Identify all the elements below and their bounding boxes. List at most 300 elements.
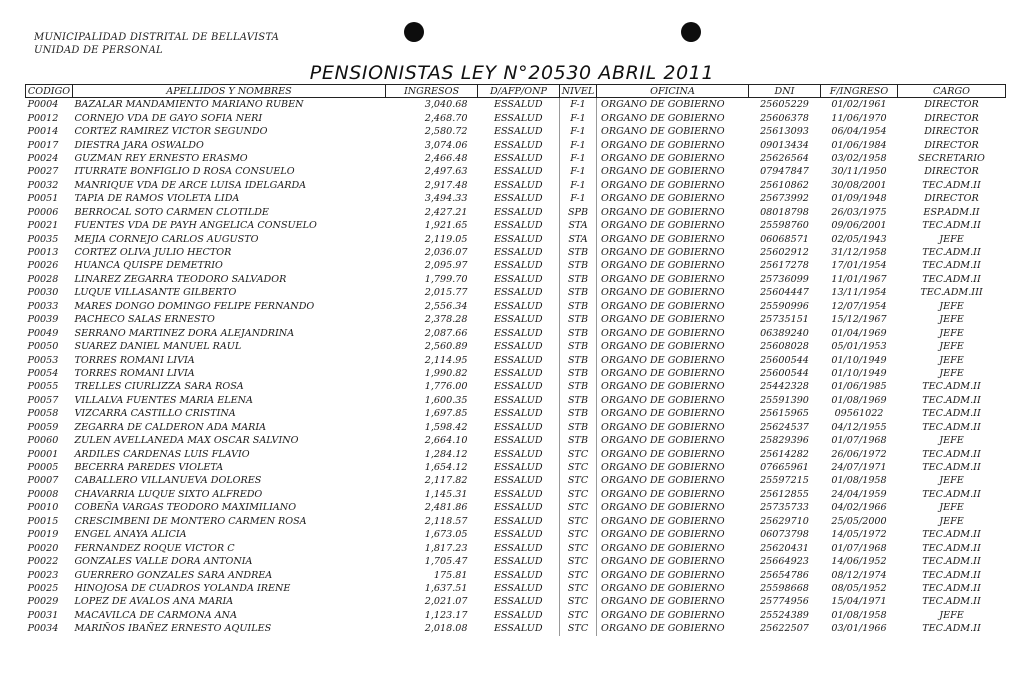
cell-oficina: ORGANO DE GOBIERNO bbox=[601, 99, 725, 111]
column-header-dni: DNI bbox=[749, 85, 821, 98]
cell-ingresos: 1,123.17 bbox=[424, 609, 468, 621]
cell-ingresos: 2,118.57 bbox=[424, 515, 468, 527]
cell-nombre: MARIÑOS IBAÑEZ ERNESTO AQUILES bbox=[74, 623, 272, 635]
cell-fecha-ingreso: 15/12/1967 bbox=[831, 314, 887, 326]
cell-codigo: P0049 bbox=[27, 327, 59, 339]
cell-nivel: STB bbox=[560, 326, 597, 339]
cell-dni: 25591390 bbox=[760, 394, 809, 406]
cell-nombre: GONZALES VALLE DORA ANTONIA bbox=[74, 556, 253, 568]
cell-cargo: TEC.ADM.II bbox=[922, 569, 981, 581]
cell-oficina: ORGANO DE GOBIERNO bbox=[601, 247, 725, 259]
cell-cargo: ESP.ADM.II bbox=[923, 206, 980, 218]
cell-cargo: DIRECTOR bbox=[924, 126, 979, 138]
cell-nivel: STC bbox=[560, 555, 597, 568]
cell-dni: 25622507 bbox=[760, 623, 809, 635]
cell-fecha-ingreso: 11/01/1967 bbox=[831, 273, 887, 285]
table-row bbox=[26, 138, 1006, 151]
cell-fecha-ingreso: 26/06/1972 bbox=[831, 448, 887, 460]
cell-ingresos: 2,117.82 bbox=[424, 475, 468, 487]
cell-oficina: ORGANO DE GOBIERNO bbox=[601, 448, 725, 460]
cell-fecha-ingreso: 08/12/1974 bbox=[831, 569, 887, 581]
cell-codigo: P0050 bbox=[27, 341, 59, 353]
cell-oficina: ORGANO DE GOBIERNO bbox=[601, 556, 725, 568]
cell-afp: ESSALUD bbox=[493, 220, 543, 232]
cell-codigo: P0032 bbox=[27, 179, 59, 191]
cell-oficina: ORGANO DE GOBIERNO bbox=[601, 582, 725, 594]
cell-dni: 25624537 bbox=[760, 421, 809, 433]
cell-dni: 25613093 bbox=[760, 126, 809, 138]
cell-dni: 25612855 bbox=[760, 488, 809, 500]
cell-afp: ESSALUD bbox=[493, 542, 543, 554]
table-row bbox=[26, 152, 1006, 165]
cell-cargo: JEFE bbox=[939, 314, 964, 326]
table-body bbox=[26, 98, 1006, 636]
table-row bbox=[26, 313, 1006, 326]
cell-cargo: TEC.ADM.II bbox=[922, 448, 981, 460]
cell-oficina: ORGANO DE GOBIERNO bbox=[601, 273, 725, 285]
cell-oficina: ORGANO DE GOBIERNO bbox=[601, 220, 725, 232]
cell-oficina: ORGANO DE GOBIERNO bbox=[601, 152, 725, 164]
cell-dni: 06389240 bbox=[760, 327, 809, 339]
cell-nombre: ARDILES CARDENAS LUIS FLAVIO bbox=[74, 448, 250, 460]
cell-nombre: GUERRERO GONZALES SARA ANDREA bbox=[74, 569, 273, 581]
cell-nivel: STB bbox=[560, 434, 597, 447]
table-row bbox=[26, 219, 1006, 232]
cell-ingresos: 1,673.05 bbox=[424, 529, 468, 541]
cell-nombre: CORTEZ OLIVA JULIO HECTOR bbox=[74, 247, 232, 259]
cell-fecha-ingreso: 11/06/1970 bbox=[831, 112, 887, 124]
cell-afp: ESSALUD bbox=[493, 408, 543, 420]
cell-ingresos: 1,799.70 bbox=[424, 273, 468, 285]
cell-nivel: STC bbox=[560, 501, 597, 514]
cell-dni: 25673992 bbox=[760, 193, 809, 205]
cell-nombre: ITURRATE BONFIGLIO D ROSA CONSUELO bbox=[74, 166, 295, 178]
cell-codigo: P0024 bbox=[27, 152, 59, 164]
cell-afp: ESSALUD bbox=[493, 381, 543, 393]
cell-cargo: JEFE bbox=[939, 435, 964, 447]
cell-dni: 25610862 bbox=[760, 179, 809, 191]
cell-fecha-ingreso: 12/07/1954 bbox=[831, 300, 887, 312]
cell-oficina: ORGANO DE GOBIERNO bbox=[601, 341, 725, 353]
cell-dni: 25598668 bbox=[760, 582, 809, 594]
cell-codigo: P0029 bbox=[27, 596, 59, 608]
table-row bbox=[26, 447, 1006, 460]
cell-oficina: ORGANO DE GOBIERNO bbox=[601, 193, 725, 205]
cell-afp: ESSALUD bbox=[493, 515, 543, 527]
cell-ingresos: 1,921.65 bbox=[424, 220, 468, 232]
cell-fecha-ingreso: 01/07/1968 bbox=[831, 435, 887, 447]
cell-nombre: MACAVILCA DE CARMONA ANA bbox=[74, 609, 237, 621]
cell-ingresos: 2,556.34 bbox=[424, 300, 468, 312]
cell-afp: ESSALUD bbox=[493, 623, 543, 635]
cell-nombre: LINAREZ ZEGARRA TEODORO SALVADOR bbox=[74, 273, 287, 285]
table-row bbox=[26, 555, 1006, 568]
cell-codigo: P0034 bbox=[27, 623, 59, 635]
table-row bbox=[26, 179, 1006, 192]
cell-afp: ESSALUD bbox=[493, 354, 543, 366]
cell-codigo: P0026 bbox=[27, 260, 59, 272]
cell-dni: 25604447 bbox=[760, 287, 809, 299]
cell-dni: 08018798 bbox=[760, 206, 809, 218]
organization-name: MUNICIPALIDAD DISTRITAL DE BELLAVISTA bbox=[34, 32, 280, 43]
cell-afp: ESSALUD bbox=[493, 126, 543, 138]
cell-codigo: P0001 bbox=[27, 448, 59, 460]
cell-cargo: JEFE bbox=[939, 475, 964, 487]
cell-dni: 25654786 bbox=[760, 569, 809, 581]
cell-afp: ESSALUD bbox=[493, 112, 543, 124]
cell-dni: 07947847 bbox=[760, 166, 809, 178]
cell-fecha-ingreso: 13/11/1954 bbox=[831, 287, 887, 299]
cell-oficina: ORGANO DE GOBIERNO bbox=[601, 381, 725, 393]
table-row bbox=[26, 394, 1006, 407]
cell-ingresos: 2,466.48 bbox=[424, 152, 468, 164]
table-row bbox=[26, 165, 1006, 178]
column-header-apellidos-nombres: APELLIDOS Y NOMBRES bbox=[73, 85, 386, 98]
cell-cargo: JEFE bbox=[939, 327, 964, 339]
cell-fecha-ingreso: 08/05/1952 bbox=[831, 582, 887, 594]
cell-codigo: P0054 bbox=[27, 367, 59, 379]
cell-nivel: F-1 bbox=[560, 138, 597, 151]
cell-dni: 25602912 bbox=[760, 247, 809, 259]
cell-ingresos: 2,497.63 bbox=[424, 166, 468, 178]
document-title: PENSIONISTAS LEY N°20530 ABRIL 2011 bbox=[309, 62, 715, 84]
cell-afp: ESSALUD bbox=[493, 139, 543, 151]
cell-cargo: TEC.ADM.II bbox=[922, 623, 981, 635]
cell-ingresos: 2,087.66 bbox=[424, 327, 468, 339]
cell-oficina: ORGANO DE GOBIERNO bbox=[601, 475, 725, 487]
cell-cargo: TEC.ADM.II bbox=[922, 582, 981, 594]
cell-dni: 25600544 bbox=[760, 354, 809, 366]
cell-oficina: ORGANO DE GOBIERNO bbox=[601, 462, 725, 474]
cell-nombre: FERNANDEZ ROQUE VICTOR C bbox=[74, 542, 235, 554]
cell-codigo: P0006 bbox=[27, 206, 59, 218]
cell-oficina: ORGANO DE GOBIERNO bbox=[601, 488, 725, 500]
cell-nivel: STC bbox=[560, 447, 597, 460]
cell-cargo: SECRETARIO bbox=[918, 152, 985, 164]
cell-ingresos: 1,990.82 bbox=[424, 367, 468, 379]
cell-afp: ESSALUD bbox=[493, 502, 543, 514]
cell-cargo: JEFE bbox=[939, 502, 964, 514]
cell-nivel: STA bbox=[560, 219, 597, 232]
cell-codigo: P0007 bbox=[27, 475, 59, 487]
cell-cargo: JEFE bbox=[939, 341, 964, 353]
cell-oficina: ORGANO DE GOBIERNO bbox=[601, 112, 725, 124]
cell-afp: ESSALUD bbox=[493, 582, 543, 594]
cell-nombre: TORRES ROMANI LIVIA bbox=[74, 354, 195, 366]
cell-oficina: ORGANO DE GOBIERNO bbox=[601, 529, 725, 541]
cell-oficina: ORGANO DE GOBIERNO bbox=[601, 596, 725, 608]
cell-cargo: JEFE bbox=[939, 515, 964, 527]
cell-nivel: STB bbox=[560, 380, 597, 393]
table-row bbox=[26, 582, 1006, 595]
cell-cargo: JEFE bbox=[939, 233, 964, 245]
cell-fecha-ingreso: 01/09/1948 bbox=[831, 193, 887, 205]
cell-ingresos: 2,036.07 bbox=[424, 247, 468, 259]
cell-nombre: VILLALVA FUENTES MARIA ELENA bbox=[74, 394, 253, 406]
cell-oficina: ORGANO DE GOBIERNO bbox=[601, 421, 725, 433]
cell-ingresos: 2,021.07 bbox=[424, 596, 468, 608]
cell-afp: ESSALUD bbox=[493, 488, 543, 500]
cell-dni: 25629710 bbox=[760, 515, 809, 527]
cell-ingresos: 2,481.86 bbox=[424, 502, 468, 514]
cell-oficina: ORGANO DE GOBIERNO bbox=[601, 139, 725, 151]
cell-codigo: P0053 bbox=[27, 354, 59, 366]
cell-afp: ESSALUD bbox=[493, 193, 543, 205]
cell-fecha-ingreso: 01/10/1949 bbox=[831, 367, 887, 379]
cell-oficina: ORGANO DE GOBIERNO bbox=[601, 623, 725, 635]
cell-ingresos: 2,015.77 bbox=[424, 287, 468, 299]
cell-afp: ESSALUD bbox=[493, 609, 543, 621]
cell-cargo: TEC.ADM.II bbox=[922, 596, 981, 608]
cell-ingresos: 1,654.12 bbox=[424, 462, 468, 474]
cell-oficina: ORGANO DE GOBIERNO bbox=[601, 609, 725, 621]
cell-nombre: LUQUE VILLASANTE GILBERTO bbox=[74, 287, 237, 299]
cell-nivel: STC bbox=[560, 488, 597, 501]
cell-oficina: ORGANO DE GOBIERNO bbox=[601, 314, 725, 326]
table-row bbox=[26, 609, 1006, 622]
cell-oficina: ORGANO DE GOBIERNO bbox=[601, 569, 725, 581]
cell-cargo: TEC.ADM.II bbox=[922, 529, 981, 541]
cell-codigo: P0035 bbox=[27, 233, 59, 245]
cell-fecha-ingreso: 01/02/1961 bbox=[831, 99, 887, 111]
cell-cargo: TEC.ADM.II bbox=[922, 260, 981, 272]
cell-afp: ESSALUD bbox=[493, 260, 543, 272]
cell-nivel: STB bbox=[560, 273, 597, 286]
cell-fecha-ingreso: 02/05/1943 bbox=[831, 233, 887, 245]
cell-oficina: ORGANO DE GOBIERNO bbox=[601, 300, 725, 312]
column-header-nivel: NIVEL bbox=[560, 85, 597, 98]
table-row bbox=[26, 206, 1006, 219]
cell-nivel: STC bbox=[560, 622, 597, 635]
cell-oficina: ORGANO DE GOBIERNO bbox=[601, 394, 725, 406]
cell-nivel: STB bbox=[560, 286, 597, 299]
cell-codigo: P0025 bbox=[27, 582, 59, 594]
cell-nombre: DIESTRA JARA OSWALDO bbox=[74, 139, 204, 151]
cell-afp: ESSALUD bbox=[493, 556, 543, 568]
cell-cargo: DIRECTOR bbox=[924, 139, 979, 151]
table-row bbox=[26, 300, 1006, 313]
cell-afp: ESSALUD bbox=[493, 179, 543, 191]
cell-fecha-ingreso: 04/12/1955 bbox=[831, 421, 887, 433]
punch-hole-right bbox=[681, 22, 701, 42]
cell-afp: ESSALUD bbox=[493, 314, 543, 326]
cell-nombre: BAZALAR MANDAMIENTO MARIANO RUBEN bbox=[74, 99, 304, 111]
cell-cargo: TEC.ADM.II bbox=[922, 542, 981, 554]
cell-cargo: TEC.ADM.II bbox=[922, 394, 981, 406]
cell-codigo: P0028 bbox=[27, 273, 59, 285]
table-row bbox=[26, 474, 1006, 487]
cell-nombre: ZULEN AVELLANEDA MAX OSCAR SALVINO bbox=[74, 435, 299, 447]
cell-afp: ESSALUD bbox=[493, 273, 543, 285]
column-header-cargo: CARGO bbox=[898, 85, 1006, 98]
cell-codigo: P0019 bbox=[27, 529, 59, 541]
cell-nombre: GUZMAN REY ERNESTO ERASMO bbox=[74, 152, 248, 164]
cell-oficina: ORGANO DE GOBIERNO bbox=[601, 126, 725, 138]
cell-fecha-ingreso: 06/04/1954 bbox=[831, 126, 887, 138]
cell-dni: 25442328 bbox=[760, 381, 809, 393]
table-row bbox=[26, 528, 1006, 541]
cell-ingresos: 3,494.33 bbox=[424, 193, 468, 205]
cell-afp: ESSALUD bbox=[493, 206, 543, 218]
cell-fecha-ingreso: 01/08/1958 bbox=[831, 475, 887, 487]
cell-nombre: FUENTES VDA DE PAYH ANGELICA CONSUELO bbox=[74, 220, 317, 232]
cell-nombre: CABALLERO VILLANUEVA DOLORES bbox=[74, 475, 262, 487]
cell-nivel: STB bbox=[560, 353, 597, 366]
cell-oficina: ORGANO DE GOBIERNO bbox=[601, 502, 725, 514]
cell-fecha-ingreso: 17/01/1954 bbox=[831, 260, 887, 272]
table-row bbox=[26, 515, 1006, 528]
cell-nombre: MEJIA CORNEJO CARLOS AUGUSTO bbox=[74, 233, 259, 245]
cell-nombre: PACHECO SALAS ERNESTO bbox=[74, 314, 215, 326]
cell-ingresos: 1,776.00 bbox=[424, 381, 468, 393]
cell-ingresos: 2,468.70 bbox=[424, 112, 468, 124]
cell-dni: 06068571 bbox=[760, 233, 809, 245]
cell-oficina: ORGANO DE GOBIERNO bbox=[601, 233, 725, 245]
cell-ingresos: 2,580.72 bbox=[424, 126, 468, 138]
cell-fecha-ingreso: 24/04/1959 bbox=[831, 488, 887, 500]
cell-ingresos: 3,040.68 bbox=[424, 99, 468, 111]
column-header-ingresos: INGRESOS bbox=[386, 85, 478, 98]
cell-nivel: F-1 bbox=[560, 192, 597, 205]
cell-afp: ESSALUD bbox=[493, 152, 543, 164]
cell-oficina: ORGANO DE GOBIERNO bbox=[601, 354, 725, 366]
cell-fecha-ingreso: 01/08/1969 bbox=[831, 394, 887, 406]
cell-cargo: JEFE bbox=[939, 609, 964, 621]
cell-nivel: STC bbox=[560, 515, 597, 528]
cell-dni: 25620431 bbox=[760, 542, 809, 554]
cell-oficina: ORGANO DE GOBIERNO bbox=[601, 515, 725, 527]
cell-cargo: TEC.ADM.II bbox=[922, 462, 981, 474]
table-row bbox=[26, 192, 1006, 205]
cell-fecha-ingreso: 09561022 bbox=[834, 408, 884, 420]
cell-codigo: P0030 bbox=[27, 287, 59, 299]
cell-dni: 25829396 bbox=[760, 435, 809, 447]
cell-nombre: HUANCA QUISPE DEMETRIO bbox=[74, 260, 223, 272]
cell-dni: 25735733 bbox=[760, 502, 809, 514]
cell-nombre: TAPIA DE RAMOS VIOLETA LIDA bbox=[74, 193, 240, 205]
cell-dni: 25524389 bbox=[760, 609, 809, 621]
cell-fecha-ingreso: 30/08/2001 bbox=[831, 179, 887, 191]
cell-nivel: STC bbox=[560, 568, 597, 581]
table-row bbox=[26, 246, 1006, 259]
cell-cargo: TEC.ADM.II bbox=[922, 381, 981, 393]
cell-cargo: TEC.ADM.II bbox=[922, 247, 981, 259]
cell-codigo: P0033 bbox=[27, 300, 59, 312]
cell-nombre: CORNEJO VDA DE GAYO SOFIA NERI bbox=[74, 112, 263, 124]
cell-oficina: ORGANO DE GOBIERNO bbox=[601, 408, 725, 420]
cell-cargo: TEC.ADM.II bbox=[922, 273, 981, 285]
cell-codigo: P0057 bbox=[27, 394, 59, 406]
table-row bbox=[26, 461, 1006, 474]
cell-nivel: STB bbox=[560, 246, 597, 259]
cell-nivel: STB bbox=[560, 367, 597, 380]
cell-ingresos: 1,600.35 bbox=[424, 394, 468, 406]
cell-nombre: TRELLES CIURLIZZA SARA ROSA bbox=[74, 381, 244, 393]
cell-afp: ESSALUD bbox=[493, 435, 543, 447]
cell-ingresos: 2,664.10 bbox=[424, 435, 468, 447]
cell-fecha-ingreso: 01/07/1968 bbox=[831, 542, 887, 554]
cell-nivel: SPB bbox=[560, 206, 597, 219]
cell-codigo: P0060 bbox=[27, 435, 59, 447]
cell-ingresos: 1,145.31 bbox=[424, 488, 468, 500]
cell-dni: 25735151 bbox=[760, 314, 809, 326]
cell-codigo: P0039 bbox=[27, 314, 59, 326]
cell-fecha-ingreso: 30/11/1950 bbox=[831, 166, 887, 178]
cell-nombre: BECERRA PAREDES VIOLETA bbox=[74, 462, 224, 474]
cell-dni: 25614282 bbox=[760, 448, 809, 460]
cell-dni: 25608028 bbox=[760, 341, 809, 353]
cell-ingresos: 1,598.42 bbox=[424, 421, 468, 433]
cell-dni: 25664923 bbox=[760, 556, 809, 568]
cell-nombre: CRESCIMBENI DE MONTERO CARMEN ROSA bbox=[74, 515, 307, 527]
cell-nivel: STB bbox=[560, 259, 597, 272]
cell-nombre: HINOJOSA DE CUADROS YOLANDA IRENE bbox=[74, 582, 291, 594]
cell-fecha-ingreso: 24/07/1971 bbox=[831, 462, 887, 474]
cell-afp: ESSALUD bbox=[493, 341, 543, 353]
table-row bbox=[26, 595, 1006, 608]
cell-fecha-ingreso: 01/06/1984 bbox=[831, 139, 887, 151]
table-row bbox=[26, 125, 1006, 138]
cell-dni: 25606378 bbox=[760, 112, 809, 124]
cell-ingresos: 175.81 bbox=[433, 569, 468, 581]
cell-nivel: STB bbox=[560, 421, 597, 434]
table-row bbox=[26, 326, 1006, 339]
table-row bbox=[26, 622, 1006, 635]
cell-fecha-ingreso: 14/06/1952 bbox=[831, 556, 887, 568]
cell-dni: 25617278 bbox=[760, 260, 809, 272]
cell-afp: ESSALUD bbox=[493, 99, 543, 111]
cell-afp: ESSALUD bbox=[493, 448, 543, 460]
table-row bbox=[26, 501, 1006, 514]
cell-fecha-ingreso: 14/05/1972 bbox=[831, 529, 887, 541]
cell-nivel: STB bbox=[560, 300, 597, 313]
cell-oficina: ORGANO DE GOBIERNO bbox=[601, 435, 725, 447]
table-row bbox=[26, 568, 1006, 581]
column-header-afp: D/AFP/ONP bbox=[478, 85, 560, 98]
cell-nivel: F-1 bbox=[560, 111, 597, 124]
cell-nivel: F-1 bbox=[560, 98, 597, 112]
cell-ingresos: 1,637.51 bbox=[424, 582, 468, 594]
cell-cargo: TEC.ADM.II bbox=[922, 488, 981, 500]
cell-afp: ESSALUD bbox=[493, 394, 543, 406]
cell-afp: ESSALUD bbox=[493, 327, 543, 339]
cell-oficina: ORGANO DE GOBIERNO bbox=[601, 166, 725, 178]
cell-codigo: P0014 bbox=[27, 126, 59, 138]
cell-nombre: ZEGARRA DE CALDERON ADA MARIA bbox=[74, 421, 267, 433]
table-row bbox=[26, 380, 1006, 393]
cell-nombre: LOPEZ DE AVALOS ANA MARIA bbox=[74, 596, 234, 608]
cell-cargo: TEC.ADM.III bbox=[920, 287, 983, 299]
table-header-row bbox=[26, 85, 1006, 98]
cell-ingresos: 2,095.97 bbox=[424, 260, 468, 272]
table-row bbox=[26, 340, 1006, 353]
cell-nivel: F-1 bbox=[560, 152, 597, 165]
cell-codigo: P0005 bbox=[27, 462, 59, 474]
cell-ingresos: 1,284.12 bbox=[424, 448, 468, 460]
cell-nombre: CORTEZ RAMIREZ VICTOR SEGUNDO bbox=[74, 126, 268, 138]
cell-codigo: P0012 bbox=[27, 112, 59, 124]
cell-nivel: F-1 bbox=[560, 125, 597, 138]
cell-dni: 25598760 bbox=[760, 220, 809, 232]
cell-nivel: STC bbox=[560, 582, 597, 595]
cell-codigo: P0008 bbox=[27, 488, 59, 500]
cell-cargo: DIRECTOR bbox=[924, 112, 979, 124]
table-row bbox=[26, 111, 1006, 124]
cell-fecha-ingreso: 01/06/1985 bbox=[831, 381, 887, 393]
cell-nivel: STB bbox=[560, 340, 597, 353]
cell-codigo: P0015 bbox=[27, 515, 59, 527]
cell-afp: ESSALUD bbox=[493, 569, 543, 581]
